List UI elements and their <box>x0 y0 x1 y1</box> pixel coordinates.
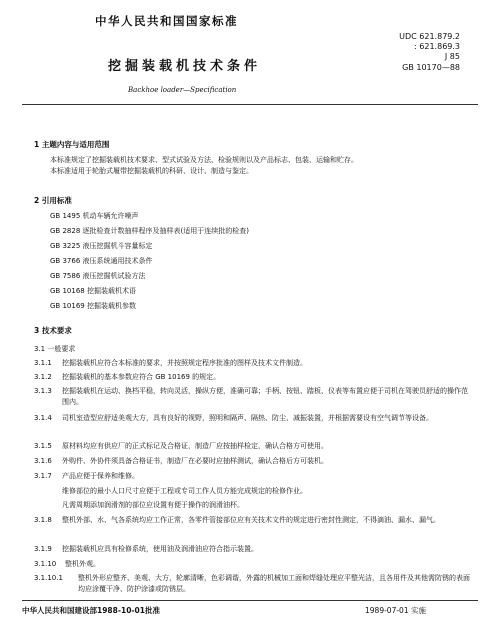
clause-text: 整机外部、水、气各系统均应工作正常，各零件管接部位应有关技术文件的规定进行密封性测定，不得滴油、漏水、漏气。 <box>62 516 440 524</box>
clause-text: 司机室造型应舒适美观大方，具有良好的视野，照明和隔声、隔热、防尘、减振装置，并根据需要设有空气调节等设备。 <box>62 414 433 422</box>
clause-number: 3.1.10.1 <box>34 574 63 582</box>
section-1-paragraph-1: 本标准规定了挖掘装载机技术要求、型式试验及方法、检验规则以及产品标志、包装、运输和贮存。 <box>50 156 358 164</box>
section-3-title: 3 技术要求 <box>34 326 72 335</box>
reference-item: GB 7586 液压挖掘机试验方法 <box>50 272 146 280</box>
clause-number: 3.1.2 <box>34 373 52 381</box>
approval-date: 中华人民共和国建设部1988-10-01批准 <box>22 606 160 615</box>
clause-number: 3.1.8 <box>34 516 52 524</box>
footer-divider <box>22 600 478 601</box>
clause-number: 3.1.4 <box>34 414 52 422</box>
section-1-paragraph-2: 本标准适用于轮胎式履带挖掘装载机的科研、设计、制造与鉴定。 <box>50 167 253 175</box>
header-divider <box>22 104 478 105</box>
clause-number: 3.1.10 <box>34 560 57 568</box>
udc-code-block <box>350 32 460 62</box>
clause-text: 凡需周期添加润滑剂的部位应设置有便于操作的润滑油杯。 <box>62 501 244 509</box>
clause-text: 外购件、外协件须具备合格证书，制造厂在必要时应抽样测试，确认合格后方可装机。 <box>62 457 328 465</box>
clause-text: 挖掘装载机应具有检修系统，使用油及润滑油应符合指示装置。 <box>62 545 258 553</box>
clause-number: 3.1.5 <box>34 442 52 450</box>
clause-number: 3.1.3 <box>34 387 52 395</box>
english-subtitle: Backhoe loader—Specification <box>128 86 237 94</box>
clause-text: 维修部位的最小人口尺寸应便于工程或专司工作人员方能完成规定的检修作业。 <box>62 487 307 495</box>
udc-line-3: J 85 <box>444 52 460 61</box>
reference-item: GB 3766 液压系统通用技术条件 <box>50 257 153 265</box>
clause-number: 3.1.7 <box>34 472 52 480</box>
reference-item: GB 1495 机动车辆允许噪声 <box>50 212 139 220</box>
section-1-title: 1 主题内容与适用范围 <box>34 140 110 149</box>
reference-item: GB 2828 逐批检查计数抽样程序及抽样表(适用于连续批的检查) <box>50 227 249 235</box>
clause-number: 3.1.6 <box>34 457 52 465</box>
standard-title: 中华人民共和国国家标准 <box>95 14 238 28</box>
udc-line-1: UDC 621.879.2 <box>399 32 460 41</box>
implementation-date: 1989-07-01 实施 <box>365 606 426 615</box>
clause-text: 整机外观。 <box>65 560 100 568</box>
clause-text: 整机外形应整齐、美观、大方，轮廓清晰，色彩调谐，外露的机械加工面和焊缝处理应平整光洁，且各用件及其他需防锈的表面均应涂覆干净、防护涂漆或防锈层。 <box>78 574 470 593</box>
gb-code: GB 10170—88 <box>402 63 460 72</box>
clause-text: 原材料均应有供应厂的正式标记及合格证，制造厂应按抽样检定，确认合格方可使用。 <box>62 442 328 450</box>
reference-item: GB 3225 液压挖掘机斗容量标定 <box>50 242 153 250</box>
clause-number: 3.1.1 <box>34 359 52 367</box>
reference-item: GB 10168 挖掘装载机术语 <box>50 287 136 295</box>
clause-text: 挖掘装载机的基本参数应符合 GB 10169 的规定。 <box>62 373 221 381</box>
section-2-title: 2 引用标准 <box>34 196 72 205</box>
subsection-3-1-title: 3.1 一般要求 <box>34 345 76 353</box>
reference-item: GB 10169 挖掘装载机参数 <box>50 302 136 310</box>
udc-line-2: : 621.869.3 <box>414 42 460 51</box>
clause-text: 挖掘装载机在运动、换档平稳，转向灵活，操纵方便，准确可靠；手柄、按钮、踏板、仪表等布置应便于司机在驾驶员舒适的操作范围内。 <box>62 387 468 406</box>
document-title: 挖掘装载机技术条件 <box>108 59 262 74</box>
clause-number: 3.1.9 <box>34 545 52 553</box>
clause-text: 产品应便于保养和维修。 <box>62 472 139 480</box>
clause-text: 挖掘装载机应符合本标准的要求，并按照规定程序批准的图样及技术文件制造。 <box>62 359 307 367</box>
